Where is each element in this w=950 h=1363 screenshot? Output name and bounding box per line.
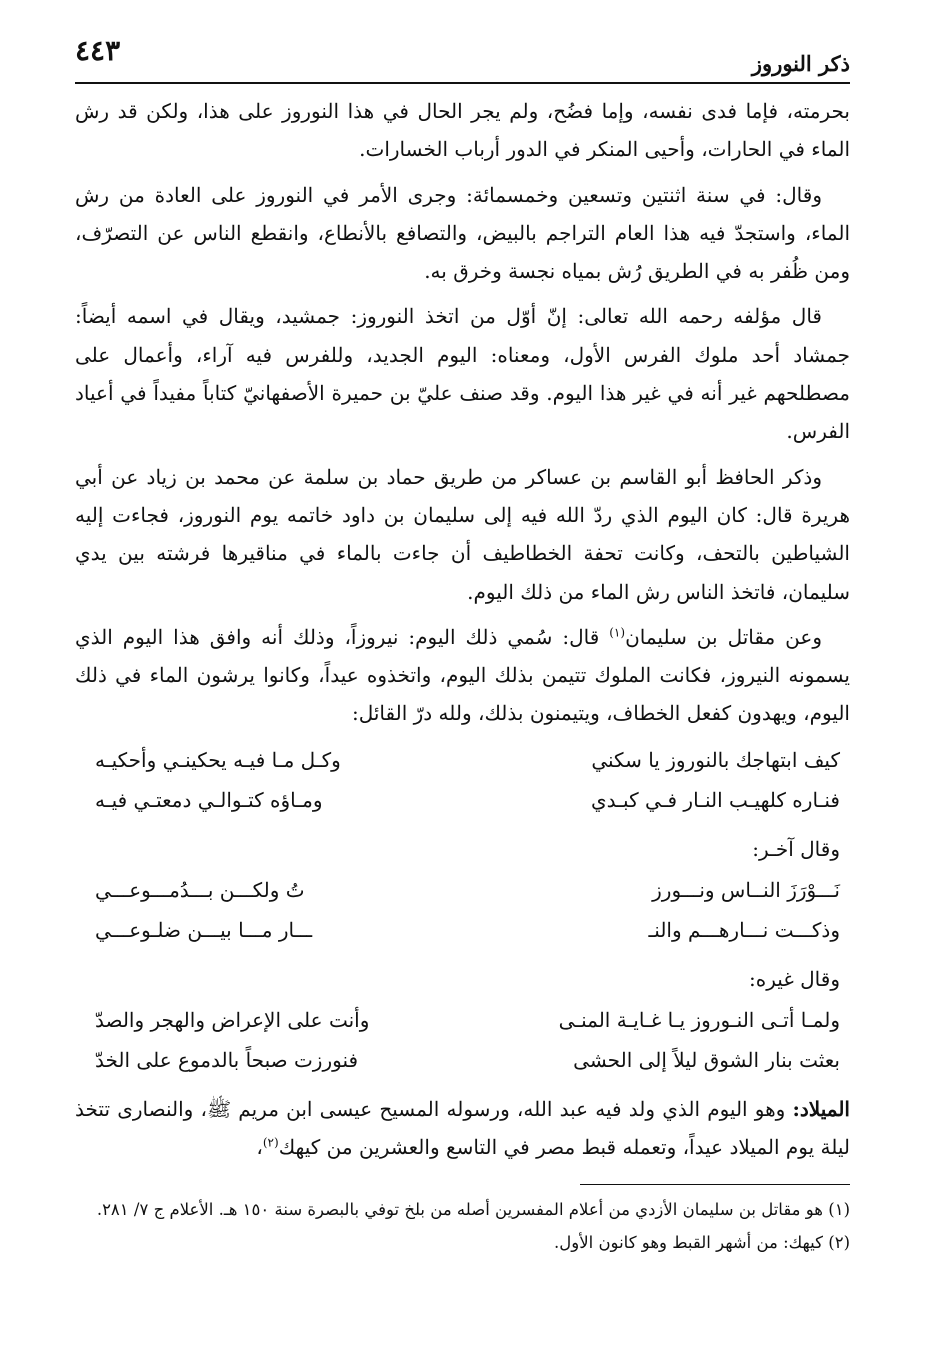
footnotes bbox=[75, 1193, 850, 1259]
footnote-2: (٢) كيهك: من أشهر القبط وهو كانون الأول. bbox=[554, 1233, 850, 1252]
verse-hemistich-first: ولمـا أتـى النـوروز يـا غـايـة المنـى bbox=[558, 1007, 840, 1032]
verse-hemistich-second: تُ ولكـــن بـــدُمـــوعـــي bbox=[95, 877, 305, 902]
verse-line bbox=[75, 910, 850, 950]
verse-line bbox=[75, 1040, 850, 1080]
footnote-ref-1[interactable]: (١) bbox=[609, 625, 626, 640]
paragraph-5-rest: قال: سُمي ذلك اليوم: نيروزاً، وذلك أنه وافق هذا اليوم الذي يسمونه النيروز، فكانت الملوك تتيمن بذلك اليوم، واتخذوه عيداً، وكانوا يرشون الماء في ذلك اليوم، ويهدون كفعل الخطاف، ويتيمنون بذلك، ولله درّ القائل: bbox=[75, 624, 850, 726]
footnote-ref-2[interactable]: (٢) bbox=[262, 1135, 279, 1150]
main-text bbox=[75, 92, 850, 1173]
paragraph-3: قال مؤلفه رحمه الله تعالى: إنّ أوّل من اتخذ النوروز: جمشيد، ويقال في اسمه أيضاً: جمشاد أحد ملوك الفرس الأول، ومعناه: اليوم الجديد، وللفرس فيه آراء، وأعمال على مصطلحهم غير أنه في غير هذا اليوم. وقد صنف عليّ بن حميرة الأصفهانيّ كتاباً مفيداً في أعياد الفرس. bbox=[75, 304, 850, 444]
paragraph-6 bbox=[75, 1090, 850, 1167]
footnote-1: (١) هو مقاتل بن سليمان الأزدي من أعلام المفسرين أصله من بلخ توفي بالبصرة سنة ١٥٠ هـ. الأعلام ج ٧/ ٢٨١. bbox=[96, 1200, 850, 1219]
verse-intro-3: وقال غيره: bbox=[749, 966, 840, 991]
poem-1 bbox=[75, 740, 850, 820]
section-heading-milad: الميلاد: bbox=[792, 1096, 850, 1121]
verse-line bbox=[75, 740, 850, 780]
verse-hemistich-second: ومـاؤه كتـوالـي دمعتـي فيـه bbox=[95, 787, 323, 812]
verse-line bbox=[75, 780, 850, 820]
paragraph-1: بحرمته، فإما فدى نفسه، وإما فضُح، ولم يجر الحال في هذا النوروز على هذا، ولكن قد رش الماء في الحارات، وأحيى المنكر في الدور أرباب الخسارات. bbox=[75, 99, 850, 162]
page-header bbox=[75, 32, 850, 84]
poem-2 bbox=[75, 870, 850, 950]
poem-3 bbox=[75, 1000, 850, 1080]
paragraph-6-end: ، bbox=[256, 1135, 263, 1160]
paragraph-4: وذكر الحافظ أبو القاسم بن عساكر من طريق حماد بن سلمة عن محمد بن زياد عن أبي هريرة قال: كان اليوم الذي ردّ الله فيه إلى سليمان بن داود خاتمه يوم النوروز، فجاءت إليه الشياطين بالتحف، وكانت تحفة الخطاطيف أن جاءت بالماء في مناقيرها فرشته بين يدي سليمان، فاتخذ الناس رش الماء من ذلك اليوم. bbox=[75, 464, 850, 604]
paragraph-5 bbox=[75, 618, 850, 733]
paragraph-2: وقال: في سنة اثنتين وتسعين وخمسمائة: وجرى الأمر في النوروز على العادة من رش الماء، واستجدّ فيه هذا العام التراجم بالبيض، والتصافع بالأنطاع، وانقطع الناس عن التصرّف، ومن ظُفر به في الطريق رُش بمياه نجسة وخرق به. bbox=[75, 182, 850, 284]
verse-line bbox=[75, 1000, 850, 1040]
verse-hemistich-first: نَـــوْرَزَ النــاس ونـــورز bbox=[652, 877, 840, 902]
verse-hemistich-second: ـــار مـــا بيـــن ضلـوعـــي bbox=[95, 917, 313, 942]
verse-intro-2: وقال آخـر: bbox=[752, 836, 840, 861]
paragraph-5-start: وعن مقاتل بن سليمان bbox=[625, 624, 822, 649]
paragraph-6-text: وهو اليوم الذي ولد فيه عبد الله، ورسوله المسيح عيسى ابن مريم ﷺ، والنصارى تتخذ ليلة يوم الميلاد عيداً، وتعمله قبط مصر في التاسع والعشرين من كيهك bbox=[75, 1096, 850, 1160]
verse-hemistich-first: فنـاره كلهيـب النـار فـي كبـدي bbox=[591, 787, 840, 812]
verse-line bbox=[75, 870, 850, 910]
verse-hemistich-first: كيف ابتهاجك بالنوروز يا سكني bbox=[591, 747, 840, 772]
verse-hemistich-first: بعثت بنار الشوق ليلاً إلى الحشى bbox=[573, 1047, 840, 1072]
verse-hemistich-second: وكـل مـا فيـه يحكينـي وأحكيـه bbox=[95, 747, 341, 772]
verse-hemistich-second: وأنت على الإعراض والهجر والصدّ bbox=[95, 1007, 370, 1032]
verse-hemistich-second: فنورزت صبحاً بالدموع على الخدّ bbox=[95, 1047, 359, 1072]
verse-hemistich-first: وذكـــت نـــارهـــم والنـ bbox=[648, 917, 840, 942]
running-title: ذكر النوروز bbox=[751, 51, 850, 76]
footnote-divider bbox=[580, 1184, 850, 1185]
page-number: ٤٤٣ bbox=[75, 34, 121, 67]
